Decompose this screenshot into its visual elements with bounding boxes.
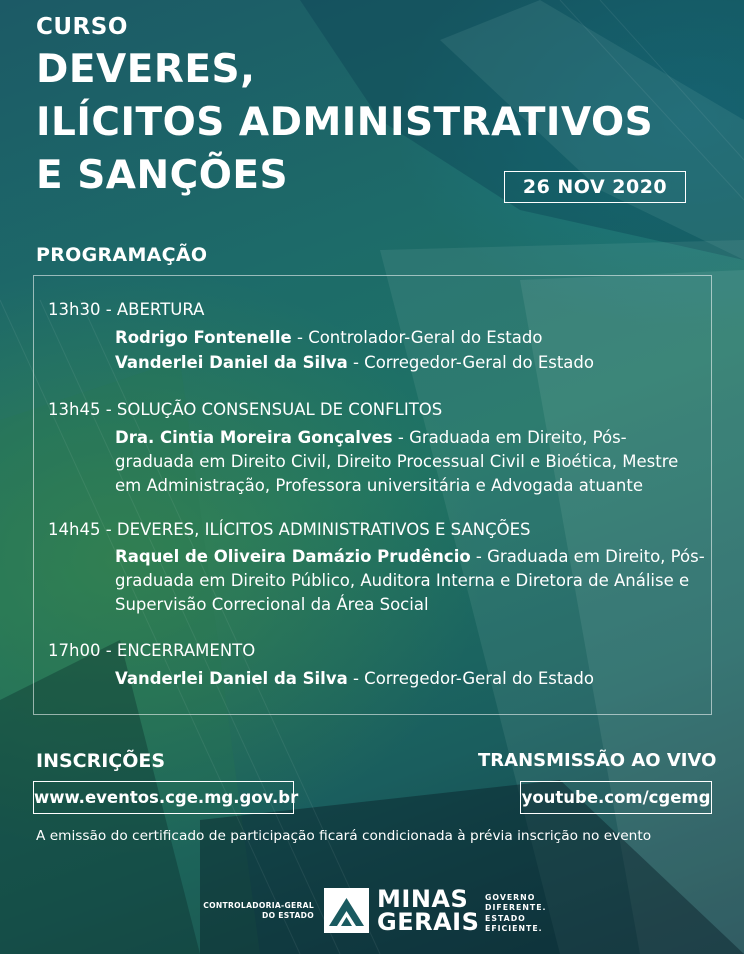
speaker-name: Rodrigo Fontenelle	[115, 328, 292, 347]
registration-link[interactable]: www.eventos.cge.mg.gov.br	[33, 781, 294, 814]
slot-speaker	[115, 426, 705, 498]
speaker-role: - Controlador-Geral do Estado	[291, 328, 543, 347]
brand-name-line-1: MINAS	[377, 885, 469, 913]
slot-time: 14h45 - DEVERES, ILÍCITOS ADMINISTRATIVOS E SANÇÕES	[48, 520, 531, 539]
slot-time: 13h30 - ABERTURA	[48, 300, 205, 319]
brand-name-line-2: GERAIS	[377, 908, 480, 936]
registration-heading: INSCRIÇÕES	[36, 750, 166, 772]
slot-speaker	[115, 326, 705, 350]
speaker-description: - Graduada em Direito, Pós-graduada em Direito Público, Auditora Interna e Diretora de Análise e Supervisão Correcional da Área Social	[115, 547, 705, 614]
course-label: CURSO	[36, 14, 128, 40]
speaker-role: - Corregedor-Geral do Estado	[347, 669, 594, 688]
speaker-role: - Corregedor-Geral do Estado	[347, 353, 594, 372]
course-title-line-3: E SANÇÕES	[36, 153, 289, 198]
brand-slogan: GOVERNO DIFERENTE. ESTADO EFICIENTE.	[485, 893, 547, 934]
course-title-line-2: ILÍCITOS ADMINISTRATIVOS	[36, 100, 654, 145]
course-title-line-1: DEVERES,	[36, 47, 256, 92]
program-heading: PROGRAMAÇÃO	[36, 244, 208, 266]
slot-speaker	[115, 545, 705, 617]
slot-time: 13h45 - SOLUÇÃO CONSENSUAL DE CONFLITOS	[48, 400, 443, 419]
speaker-name: Raquel de Oliveira Damázio Prudêncio	[115, 547, 471, 566]
slot-speaker	[115, 351, 705, 375]
broadcast-heading: TRANSMISSÃO AO VIVO	[478, 750, 717, 771]
event-date-badge: 26 NOV 2020	[504, 171, 686, 203]
minas-gerais-logo-icon	[324, 888, 369, 933]
broadcast-link[interactable]: youtube.com/cgemg	[520, 781, 712, 814]
slot-time: 17h00 - ENCERRAMENTO	[48, 641, 256, 660]
slot-speaker	[115, 667, 705, 691]
certificate-note: A emissão do certificado de participação ficará condicionada à prévia inscrição no evento	[36, 828, 652, 844]
cge-label: CONTROLADORIA-GERAL DO ESTADO	[203, 901, 314, 920]
speaker-name: Vanderlei Daniel da Silva	[115, 669, 348, 688]
speaker-name: Vanderlei Daniel da Silva	[115, 353, 348, 372]
speaker-description: - Graduada em Direito, Pós-graduada em Direito Civil, Direito Processual Civil e Bioética, Mestre em Administração, Professora universitária e Advogada atuante	[115, 428, 679, 495]
speaker-name: Dra. Cintia Moreira Gonçalves	[115, 428, 393, 447]
